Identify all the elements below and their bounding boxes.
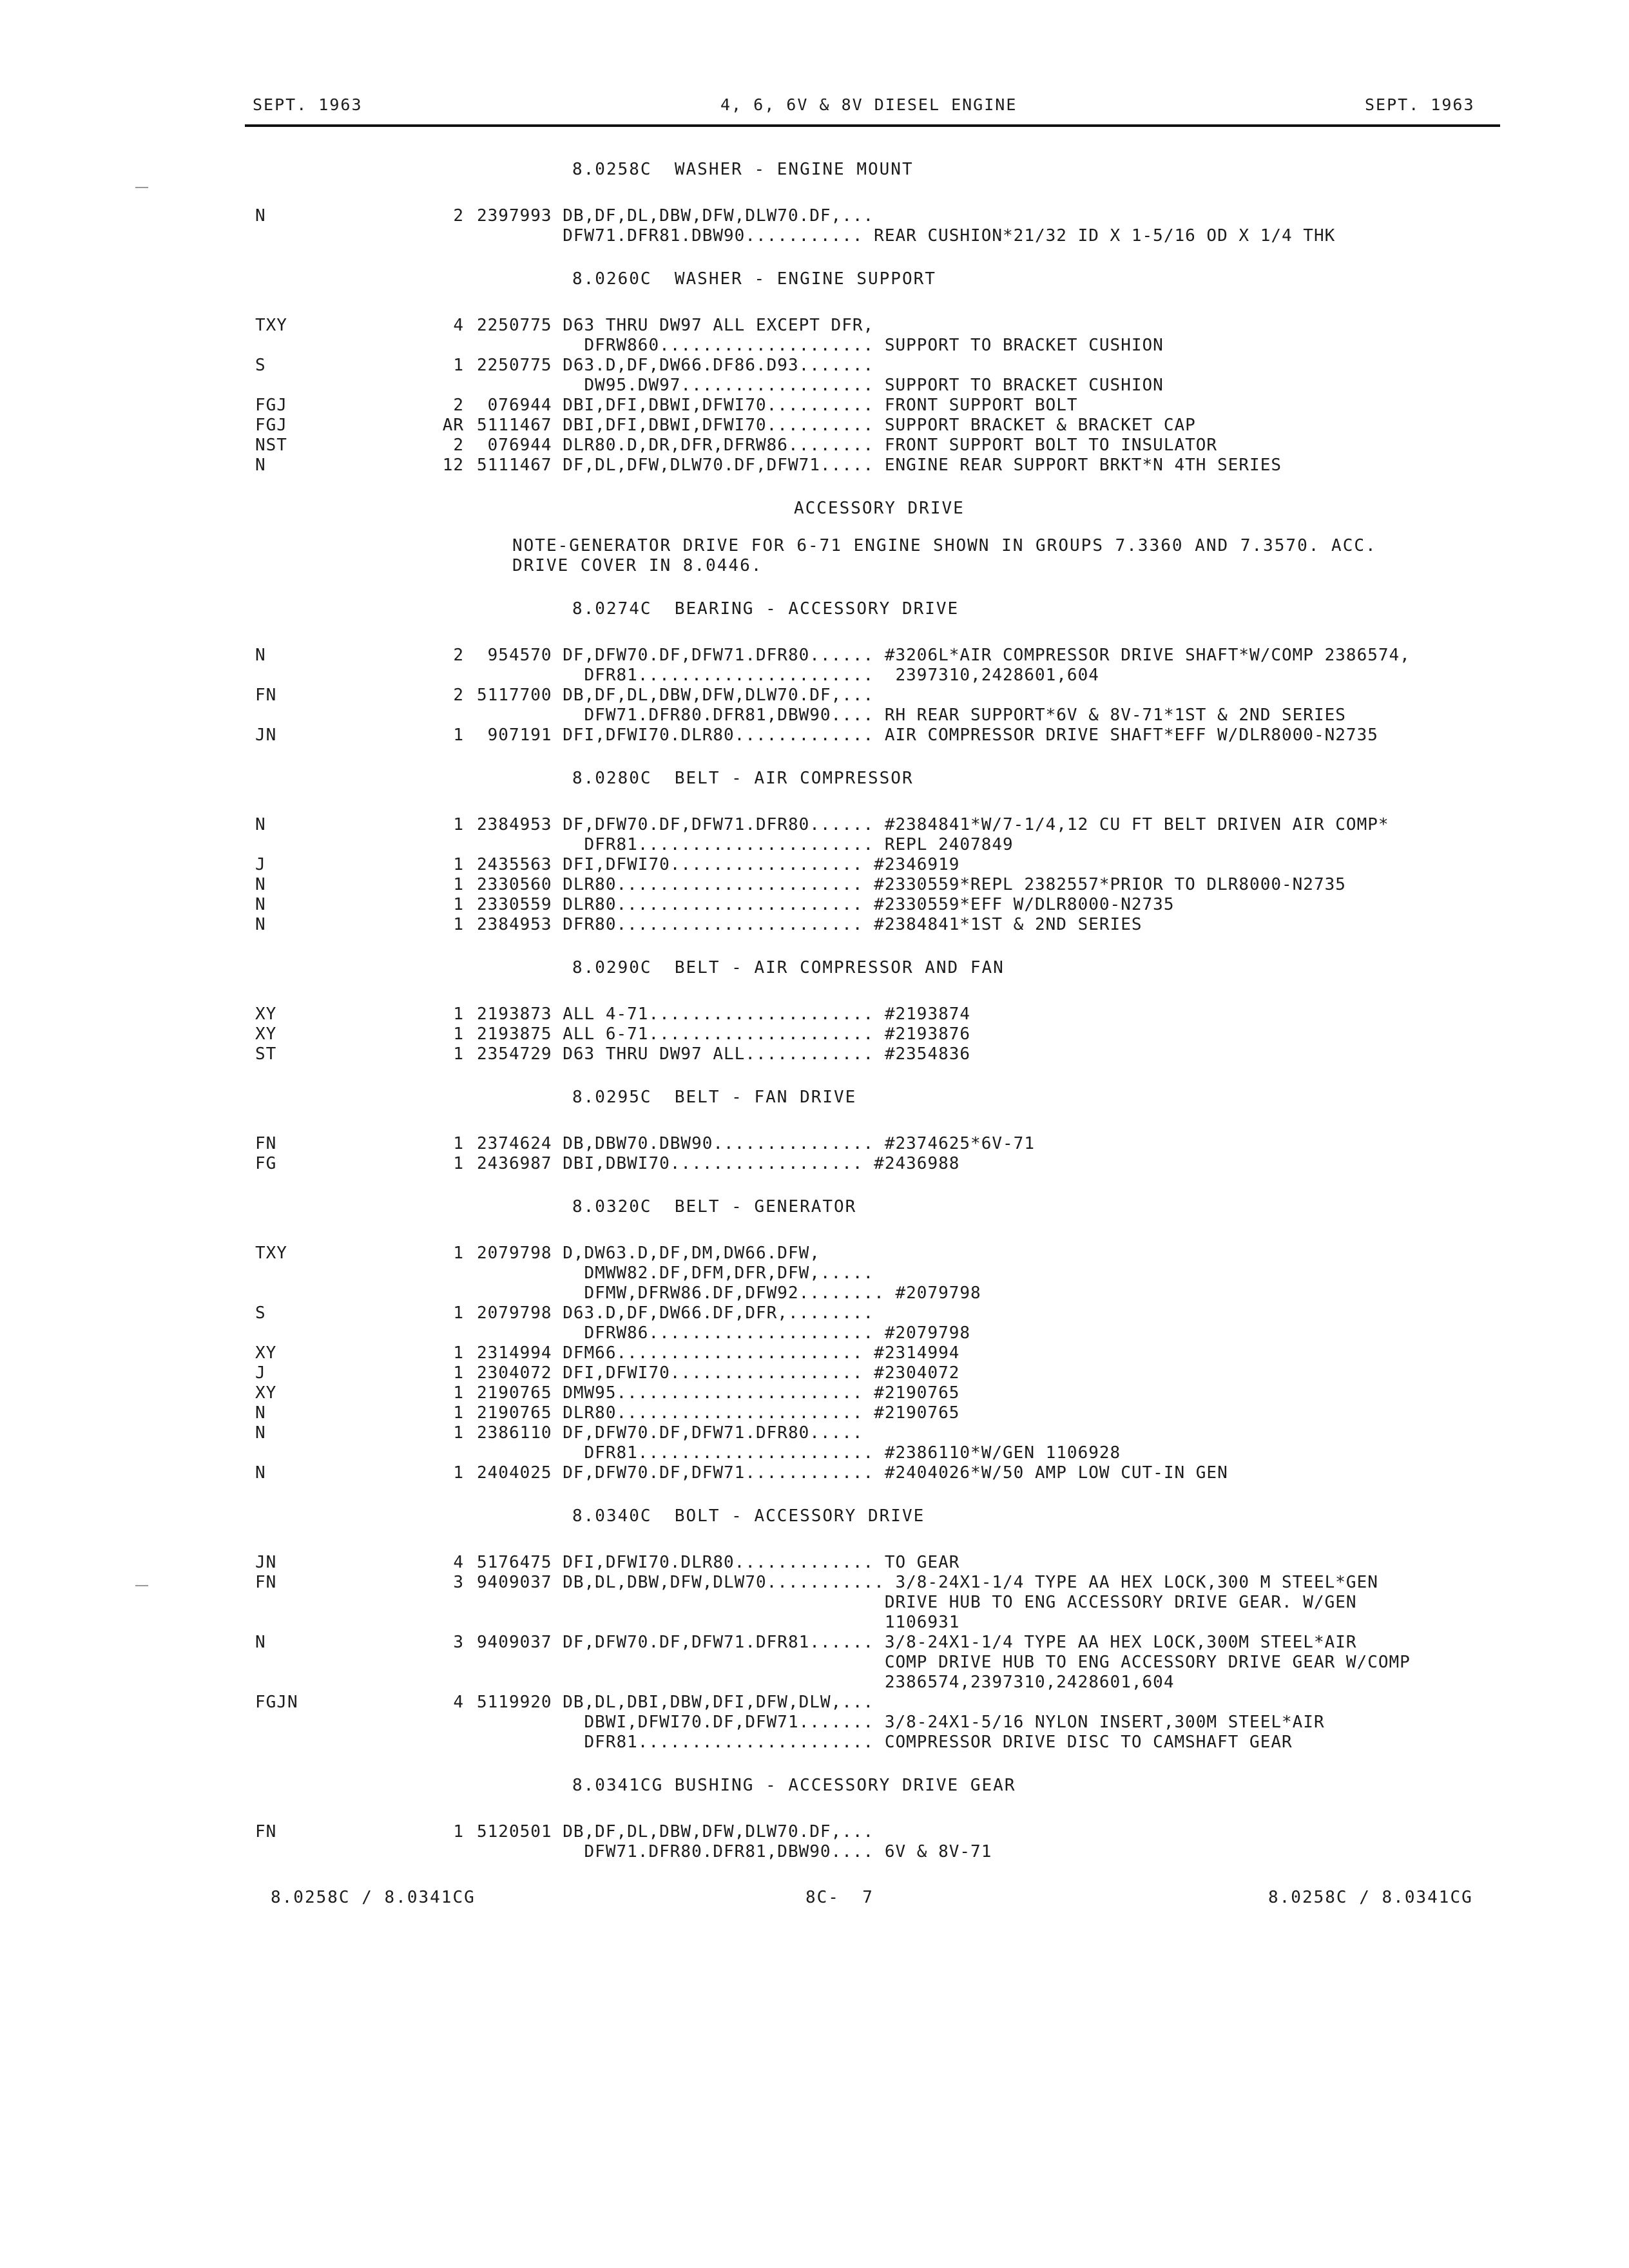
part-entry	[245, 1024, 1500, 1044]
model-code: XY	[255, 1024, 277, 1044]
part-line: 5120501 DB,DF,DL,DBW,DFW,DLW70.DF,...	[477, 1822, 874, 1841]
part-entry	[245, 1822, 1500, 1862]
part-entry	[245, 855, 1500, 875]
quantity: 1	[453, 1383, 464, 1403]
quantity: 1	[453, 855, 464, 874]
part-line: 5111467 DF,DL,DFW,DLW70.DF,DFW71..... ENGINE REAR SUPPORT BRKT*N 4TH SERIES	[477, 456, 1282, 475]
quantity: 1	[453, 1134, 464, 1153]
part-line: DW95.DW97.................. SUPPORT TO BRACKET CUSHION	[477, 376, 1164, 395]
part-line: 2193873 ALL 4-71..................... #2193874	[477, 1004, 971, 1024]
section-title: 8.0258C WASHER - ENGINE MOUNT	[572, 160, 914, 179]
part-entry	[245, 1244, 1500, 1303]
part-line: 2436987 DBI,DBWI70.................. #2436988	[477, 1154, 960, 1173]
part-entry	[245, 396, 1500, 416]
model-code: J	[255, 855, 266, 874]
model-code: ST	[255, 1044, 277, 1064]
part-entry	[245, 1004, 1500, 1024]
quantity: 2	[453, 396, 464, 415]
part-entry	[245, 316, 1500, 356]
part-entry	[245, 646, 1500, 686]
part-line: 954570 DF,DFW70.DF,DFW71.DFR80...... #3206L*AIR COMPRESSOR DRIVE SHAFT*W/COMP 2386574,	[477, 646, 1411, 665]
model-code: FGJ	[255, 416, 287, 435]
footer-left: 8.0258C / 8.0341CG	[271, 1888, 476, 1907]
model-code: S	[255, 356, 266, 375]
model-code: N	[255, 1463, 266, 1483]
part-line: 2384953 DF,DFW70.DF,DFW71.DFR80...... #2384841*W/7-1/4,12 CU FT BELT DRIVEN AIR COMP*	[477, 815, 1389, 834]
quantity: 12	[442, 456, 464, 475]
model-code: N	[255, 1403, 266, 1423]
part-line: DFR81...................... COMPRESSOR DRIVE DISC TO CAMSHAFT GEAR	[477, 1733, 1293, 1752]
part-line: 2330560 DLR80....................... #2330559*REPL 2382557*PRIOR TO DLR8000-N2735	[477, 875, 1346, 894]
model-code: N	[255, 456, 266, 475]
model-code: FN	[255, 1822, 277, 1841]
part-line: 2374624 DB,DBW70.DBW90............... #2374625*6V-71	[477, 1134, 1035, 1153]
part-entry	[245, 686, 1500, 726]
part-line: 2397993 DB,DF,DL,DBW,DFW,DLW70.DF,...	[477, 206, 874, 226]
quantity: 4	[453, 316, 464, 335]
part-entry	[245, 1343, 1500, 1363]
model-code: N	[255, 1633, 266, 1652]
part-line: 2384953 DFR80....................... #2384841*1ST & 2ND SERIES	[477, 915, 1142, 934]
section-title: 8.0280C BELT - AIR COMPRESSOR	[572, 769, 914, 788]
part-line: 5117700 DB,DF,DL,DBW,DFW,DLW70.DF,...	[477, 686, 874, 705]
page-number: 8C- 7	[805, 1888, 874, 1907]
quantity: 2	[453, 686, 464, 705]
part-entry	[245, 1463, 1500, 1483]
section-title: ACCESSORY DRIVE	[794, 499, 965, 518]
quantity: 1	[453, 1363, 464, 1383]
quantity: 1	[453, 1423, 464, 1443]
part-entry	[245, 1693, 1500, 1753]
part-line: 2304072 DFI,DFWI70.................. #2304072	[477, 1363, 960, 1383]
quantity: 1	[453, 1343, 464, 1363]
quantity: 1	[453, 1244, 464, 1263]
part-line: DFW71.DFR80.DFR81,DBW90.... 6V & 8V-71	[477, 1842, 992, 1861]
part-entry	[245, 1383, 1500, 1403]
quantity: 4	[453, 1693, 464, 1712]
part-line: 2079798 D,DW63.D,DF,DM,DW66.DFW,	[477, 1244, 820, 1263]
quantity: 1	[453, 895, 464, 914]
model-code: XY	[255, 1004, 277, 1024]
model-code: N	[255, 815, 266, 834]
quantity: 1	[453, 915, 464, 934]
part-line: 1106931	[477, 1613, 960, 1632]
model-code: FGJ	[255, 396, 287, 415]
quantity: 1	[453, 1463, 464, 1483]
header-title: 4, 6, 6V & 8V DIESEL ENGINE	[720, 95, 1017, 114]
part-entry	[245, 1134, 1500, 1154]
part-entry	[245, 875, 1500, 895]
part-line: 2190765 DLR80....................... #2190765	[477, 1403, 960, 1423]
part-line: DFR81...................... 2397310,2428601,604	[477, 666, 1099, 685]
part-line: DRIVE HUB TO ENG ACCESSORY DRIVE GEAR. W/GEN	[477, 1593, 1357, 1612]
model-code: TXY	[255, 316, 287, 335]
quantity: 4	[453, 1553, 464, 1572]
header-rule	[245, 124, 1500, 127]
model-code: N	[255, 895, 266, 914]
part-line: 5176475 DFI,DFWI70.DLR80............. TO GEAR	[477, 1553, 960, 1572]
model-code: TXY	[255, 1244, 287, 1263]
model-code: FN	[255, 686, 277, 705]
section-title: 8.0260C WASHER - ENGINE SUPPORT	[572, 269, 936, 289]
model-code: NST	[255, 436, 287, 455]
quantity: 1	[453, 1822, 464, 1841]
section-title: 8.0320C BELT - GENERATOR	[572, 1197, 857, 1216]
part-entry	[245, 1633, 1500, 1693]
part-line: DBWI,DFWI70.DF,DFW71....... 3/8-24X1-5/16 NYLON INSERT,300M STEEL*AIR	[477, 1713, 1325, 1732]
model-code: J	[255, 1363, 266, 1383]
quantity: 1	[453, 1044, 464, 1064]
part-entry	[245, 726, 1500, 745]
part-line: 5111467 DBI,DFI,DBWI,DFWI70.......... SUPPORT BRACKET & BRACKET CAP	[477, 416, 1196, 435]
part-entry	[245, 915, 1500, 935]
quantity: 3	[453, 1633, 464, 1652]
section-note: DRIVE COVER IN 8.0446.	[512, 556, 763, 575]
header-date-left: SEPT. 1963	[253, 95, 363, 114]
quantity: 1	[453, 1004, 464, 1024]
part-entry	[245, 895, 1500, 915]
part-line: 2386110 DF,DFW70.DF,DFW71.DFR80.....	[477, 1423, 863, 1443]
quantity: 1	[453, 1403, 464, 1423]
footer-right: 8.0258C / 8.0341CG	[1268, 1888, 1473, 1907]
model-code: JN	[255, 1553, 277, 1572]
model-code: N	[255, 206, 266, 226]
part-entry	[245, 356, 1500, 396]
quantity: 3	[453, 1573, 464, 1592]
part-line: 9409037 DF,DFW70.DF,DFW71.DFR81...... 3/8-24X1-1/4 TYPE AA HEX LOCK,300M STEEL*AIR	[477, 1633, 1357, 1652]
model-code: FN	[255, 1134, 277, 1153]
part-entry	[245, 1403, 1500, 1423]
model-code: N	[255, 875, 266, 894]
section-title: 8.0295C BELT - FAN DRIVE	[572, 1088, 857, 1107]
model-code: FN	[255, 1573, 277, 1592]
quantity: 1	[453, 726, 464, 745]
section-note: NOTE-GENERATOR DRIVE FOR 6-71 ENGINE SHOWN IN GROUPS 7.3360 AND 7.3570. ACC.	[512, 536, 1377, 555]
part-entry	[245, 815, 1500, 855]
part-entry	[245, 1154, 1500, 1174]
header-date-right: SEPT. 1963	[1365, 95, 1475, 114]
part-line: COMP DRIVE HUB TO ENG ACCESSORY DRIVE GEAR W/COMP	[477, 1653, 1411, 1672]
part-line: 2330559 DLR80....................... #2330559*EFF W/DLR8000-N2735	[477, 895, 1175, 914]
section-title: 8.0341CG BUSHING - ACCESSORY DRIVE GEAR	[572, 1776, 1016, 1795]
part-entry	[245, 436, 1500, 456]
model-code: XY	[255, 1383, 277, 1403]
quantity: 1	[453, 1303, 464, 1323]
section-title: 8.0274C BEARING - ACCESSORY DRIVE	[572, 599, 959, 619]
part-entry	[245, 1423, 1500, 1463]
quantity: 1	[453, 815, 464, 834]
section-title: 8.0290C BELT - AIR COMPRESSOR AND FAN	[572, 958, 1005, 977]
quantity: 1	[453, 875, 464, 894]
part-entry	[245, 1303, 1500, 1343]
part-line: 9409037 DB,DL,DBW,DFW,DLW70........... 3/8-24X1-1/4 TYPE AA HEX LOCK,300 M STEEL*GEN	[477, 1573, 1378, 1592]
model-code: S	[255, 1303, 266, 1323]
model-code: N	[255, 915, 266, 934]
part-line: DFW71.DFR80.DFR81,DBW90.... RH REAR SUPPORT*6V & 8V-71*1ST & 2ND SERIES	[477, 706, 1346, 725]
margin-mark	[135, 187, 148, 188]
part-line: 5119920 DB,DL,DBI,DBW,DFI,DFW,DLW,...	[477, 1693, 874, 1712]
part-line: DFRW86..................... #2079798	[477, 1323, 971, 1343]
part-line: 2079798 D63.D,DF,DW66.DF,DFR,........	[477, 1303, 874, 1323]
part-entry	[245, 1363, 1500, 1383]
part-entry	[245, 1044, 1500, 1064]
part-line: DMWW82.DF,DFM,DFR,DFW,.....	[477, 1264, 874, 1283]
part-line: DFR81...................... REPL 2407849	[477, 835, 1014, 854]
model-code: FG	[255, 1154, 277, 1173]
part-entry	[245, 206, 1500, 246]
part-line: DFW71.DFR81.DBW90........... REAR CUSHION*21/32 ID X 1-5/16 OD X 1/4 THK	[477, 226, 1336, 245]
part-line: 2193875 ALL 6-71..................... #2193876	[477, 1024, 971, 1044]
part-line: 2435563 DFI,DFWI70.................. #2346919	[477, 855, 960, 874]
part-entry	[245, 1573, 1500, 1633]
part-line: 2404025 DF,DFW70.DF,DFW71............ #2404026*W/50 AMP LOW CUT-IN GEN	[477, 1463, 1228, 1483]
quantity: 1	[453, 1154, 464, 1173]
part-entry	[245, 456, 1500, 476]
quantity: AR	[442, 416, 464, 435]
quantity: 1	[453, 1024, 464, 1044]
quantity: 2	[453, 646, 464, 665]
part-line: 2250775 D63.D,DF,DW66.DF86.D93.......	[477, 356, 874, 375]
part-line: 2190765 DMW95....................... #2190765	[477, 1383, 960, 1403]
parts-list	[245, 155, 1500, 1862]
margin-mark	[135, 1585, 148, 1586]
quantity: 1	[453, 356, 464, 375]
quantity: 2	[453, 206, 464, 226]
part-line: DFMW,DFRW86.DF,DFW92........ #2079798	[477, 1283, 981, 1303]
model-code: FGJN	[255, 1693, 298, 1712]
part-line: 907191 DFI,DFWI70.DLR80............. AIR COMPRESSOR DRIVE SHAFT*EFF W/DLR8000-N2735	[477, 726, 1378, 745]
part-entry	[245, 1553, 1500, 1573]
part-entry	[245, 416, 1500, 436]
model-code: JN	[255, 726, 277, 745]
section-title: 8.0340C BOLT - ACCESSORY DRIVE	[572, 1506, 925, 1526]
part-line: 076944 DLR80.D,DR,DFR,DFRW86........ FRONT SUPPORT BOLT TO INSULATOR	[477, 436, 1218, 455]
part-line: DFR81...................... #2386110*W/GEN 1106928	[477, 1443, 1121, 1463]
model-code: XY	[255, 1343, 277, 1363]
part-line: 2250775 D63 THRU DW97 ALL EXCEPT DFR,	[477, 316, 874, 335]
part-line: DFRW860.................... SUPPORT TO BRACKET CUSHION	[477, 336, 1164, 355]
part-line: 2314994 DFM66....................... #2314994	[477, 1343, 960, 1363]
model-code: N	[255, 646, 266, 665]
model-code: N	[255, 1423, 266, 1443]
quantity: 2	[453, 436, 464, 455]
part-line: 2354729 D63 THRU DW97 ALL............ #2354836	[477, 1044, 971, 1064]
part-line: 2386574,2397310,2428601,604	[477, 1673, 1175, 1692]
part-line: 076944 DBI,DFI,DBWI,DFWI70.......... FRONT SUPPORT BOLT	[477, 396, 1078, 415]
